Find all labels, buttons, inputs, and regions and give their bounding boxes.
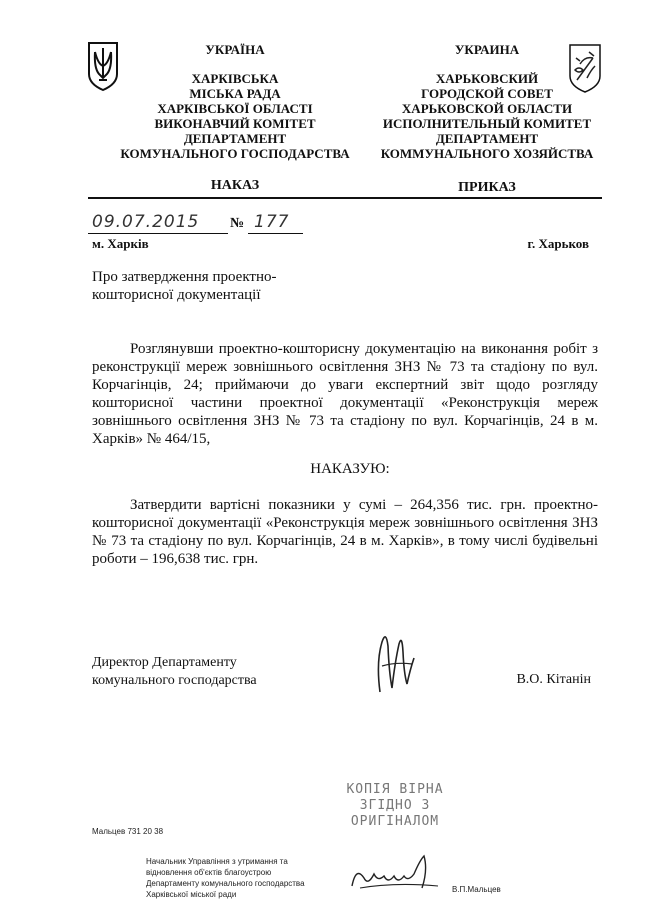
- signatory-position-line: Директор Департаменту: [92, 655, 237, 670]
- header-left-line: ХАРКІВСЬКА: [191, 71, 279, 86]
- header-left-line: КОМУНАЛЬНОГО ГОСПОДАРСТВА: [120, 146, 350, 161]
- certifier-title: [146, 856, 305, 900]
- header-right-line: ИСПОЛНИТЕЛЬНЫЙ КОМИТЕТ: [382, 116, 592, 131]
- subject-line: Про затвердження проектно-: [92, 269, 277, 285]
- director-signature: [372, 622, 418, 702]
- certifier-line: відновлення об'єктів благоустрою: [146, 868, 272, 877]
- header-right-line: ХАРЬКОВСКОЙ ОБЛАСТИ: [401, 101, 573, 116]
- signatory-position: [92, 654, 257, 690]
- header-right: [362, 42, 612, 161]
- header-right-line: ХАРЬКОВСКИЙ: [435, 71, 539, 86]
- header-left: [110, 42, 360, 161]
- country-ru: УКРАИНА: [454, 42, 520, 57]
- header-right-line: КОММУНАЛЬНОГО ХОЗЯЙСТВА: [380, 146, 594, 161]
- order-word: НАКАЗУЮ:: [310, 461, 390, 477]
- header-right-line: ГОРОДСКОЙ СОВЕТ: [421, 86, 553, 101]
- doc-type-ru: ПРИКАЗ: [458, 180, 516, 195]
- order-date: 09.07.2015: [92, 212, 200, 232]
- city-right: г. Харьков: [527, 236, 589, 251]
- header-left-line: МІСЬКА РАДА: [189, 86, 281, 101]
- header-left-line: ДЕПАРТАМЕНТ: [183, 131, 287, 146]
- stamp-line: КОПІЯ ВІРНА: [346, 782, 444, 797]
- copy-stamp: [320, 782, 470, 830]
- date-underline: [88, 233, 228, 234]
- certifier-signature: [346, 852, 446, 896]
- certifier-line: Начальник Управління з утримання та: [146, 857, 288, 866]
- city-left: м. Харків: [92, 236, 149, 251]
- stamp-line: ОРИГІНАЛОМ: [350, 814, 440, 829]
- doc-type-ua: НАКАЗ: [210, 178, 260, 193]
- signatory-name: В.О. Кітанін: [516, 672, 591, 687]
- header-divider: [88, 197, 602, 199]
- header-right-line: ДЕПАРТАМЕНТ: [435, 131, 539, 146]
- number-underline: [248, 233, 303, 234]
- decision: Затвердити вартісні показники у сумі – 264,356 тис. грн. проектно-кошторисної документації «Реконструкція мереж зовнішнього освітлення ЗНЗ № 73 та стадіону по вул. Корчагінців, 24 в м. Харків», в тому числі будівельні роботи – 196,638 тис. грн.: [92, 497, 598, 567]
- order-number: 177: [254, 212, 290, 232]
- certifier-name: В.П.Мальцев: [452, 885, 501, 894]
- certifier-line: Харківської міської ради: [146, 890, 237, 899]
- certifier-line: Департаменту комунального господарства: [146, 879, 305, 888]
- stamp-line: ЗГІДНО З: [359, 798, 431, 813]
- subject: [92, 268, 276, 304]
- subject-line: кошторисної документації: [92, 287, 261, 303]
- preamble: Розглянувши проектно-кошторисну документацію на виконання робіт з реконструкції мереж зовнішнього освітлення ЗНЗ № 73 та стадіону по вул. Корчагінців, 24; приймаючи до уваги експертний звіт щодо розгляду кошторисної частини проектної документації «Реконструкція мереж зовнішнього освітлення ЗНЗ № 73 та стадіону по вул. Корчагінців, 24 в м. Харків» № 464/15,: [92, 341, 598, 447]
- executor: Мальцев 731 20 38: [92, 827, 164, 836]
- number-sign: №: [230, 216, 245, 231]
- signatory-position-line: комунального господарства: [92, 673, 257, 688]
- header-left-line: ХАРКІВСЬКОЇ ОБЛАСТІ: [157, 101, 313, 116]
- header-left-line: ВИКОНАВЧИЙ КОМІТЕТ: [154, 116, 316, 131]
- country-ua: УКРАЇНА: [205, 42, 265, 57]
